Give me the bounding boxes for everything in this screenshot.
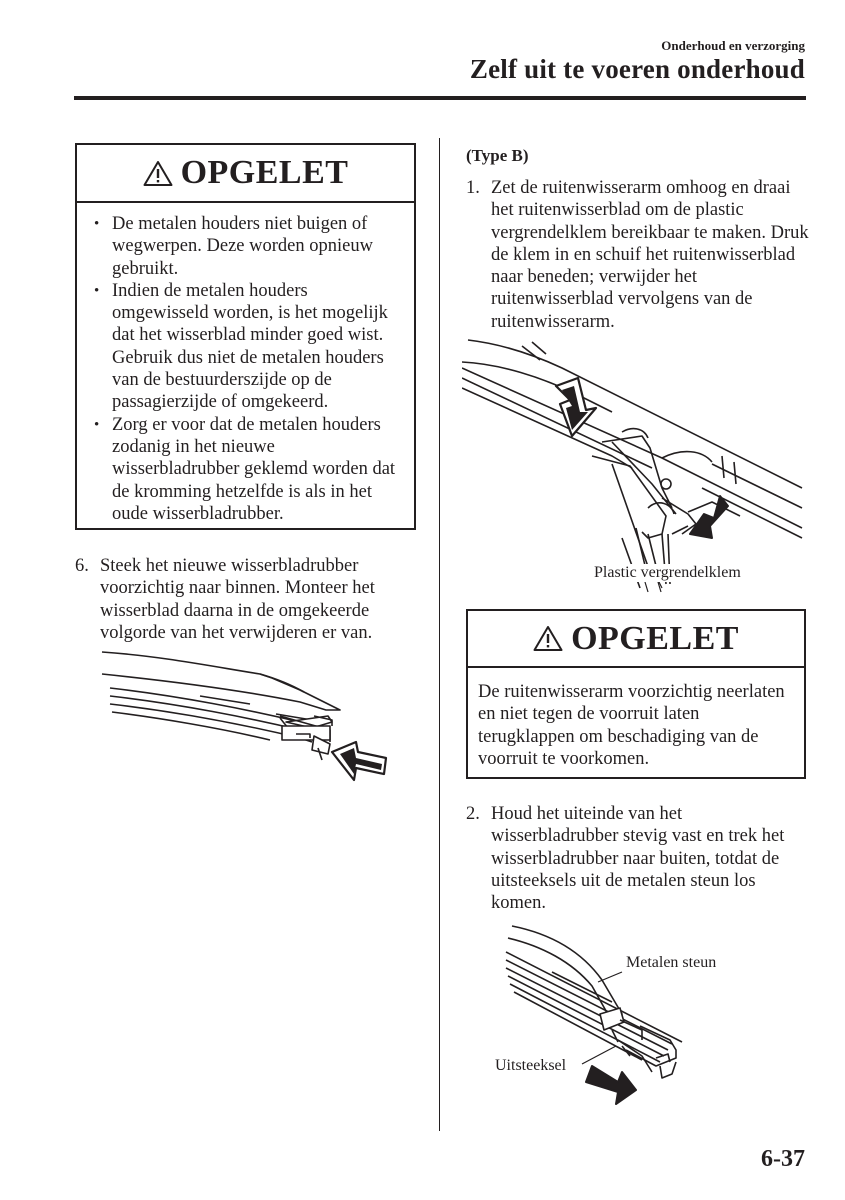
- step-text: Zet de ruitenwisserarm omhoog en draai het ruitenwisserblad om de plastic vergrendelklem bereikbaar te maken. Druk de klem in en schuif het ruitenwisserblad naar beneden; verwijder het ruitenwisserblad vervolgens van de ruitenwisserarm.: [491, 178, 809, 332]
- warning-triangle-icon: [143, 160, 173, 187]
- step-text: Houd het uiteinde van het wisserbladrubber stevig vast en trek het wisserbladrubber naar buiten, totdat de uitsteeksels uit de metalen steun los komen.: [491, 804, 785, 914]
- caution-bullet-list: [91, 213, 404, 525]
- subheading-type-b: (Type B): [466, 146, 529, 165]
- caution-body: De ruitenwisserarm voorzichtig neerlaten en niet tegen de voorruit laten terugklappen om beschadiging van de voorruit te voorkomen.: [478, 682, 785, 769]
- step-number: 2.: [466, 804, 480, 824]
- caution-heading: [468, 611, 804, 668]
- warning-triangle-icon: [533, 625, 563, 652]
- page-number: 6-37: [761, 1146, 805, 1172]
- caution-bullet: • Indien de metalen houders omgewisseld worden, is het mogelijk dat het wisserblad minder goed wist. Gebruik dus niet de metalen houders van de bestuurderszijde op de passagierzijde of omgekeerd.: [91, 280, 404, 414]
- label-plastic-lock-clip: Plastic vergrendelklem: [594, 564, 741, 581]
- arrow-icon: [586, 1066, 636, 1104]
- figure-insert-rubber: [100, 650, 395, 790]
- figure-pull-rubber: [492, 922, 732, 1112]
- step-6: [75, 555, 416, 644]
- column-divider: [439, 138, 440, 1131]
- label-metal-bracket: Metalen steun: [626, 954, 717, 971]
- caution-box-left: [75, 143, 416, 530]
- arrow-icon: [690, 496, 728, 538]
- step-number: 6.: [75, 556, 89, 576]
- step-1: [466, 177, 811, 333]
- caution-heading: [77, 145, 414, 203]
- section-title: Onderhoud en verzorging: [661, 38, 805, 53]
- label-tab: Uitsteeksel: [495, 1057, 567, 1074]
- caution-bullet: • Zorg er voor dat de metalen houders zodanig in het nieuwe wisserbladrubber geklemd worden dat de kromming hetzelfde is als in het oude wisserbladrubber.: [91, 414, 404, 525]
- step-text: Steek het nieuwe wisserbladrubber voorzichtig naar binnen. Monteer het wisserblad daarna in de omgekeerde volgorde van het verwijderen er van.: [100, 556, 375, 643]
- step-2: [466, 803, 811, 914]
- page-title: Zelf uit te voeren onderhoud: [469, 54, 805, 84]
- header-rule: [74, 96, 806, 100]
- caution-box-right: [466, 609, 806, 779]
- caution-bullet: • De metalen houders niet buigen of wegwerpen. Deze worden opnieuw gebruikt.: [91, 213, 404, 280]
- caution-body: [77, 203, 414, 525]
- caution-heading-text: OPGELET: [571, 619, 739, 657]
- step-number: 1.: [466, 178, 480, 198]
- caution-heading-text: OPGELET: [180, 154, 349, 191]
- figure-wiper-lock-clip: [462, 338, 806, 598]
